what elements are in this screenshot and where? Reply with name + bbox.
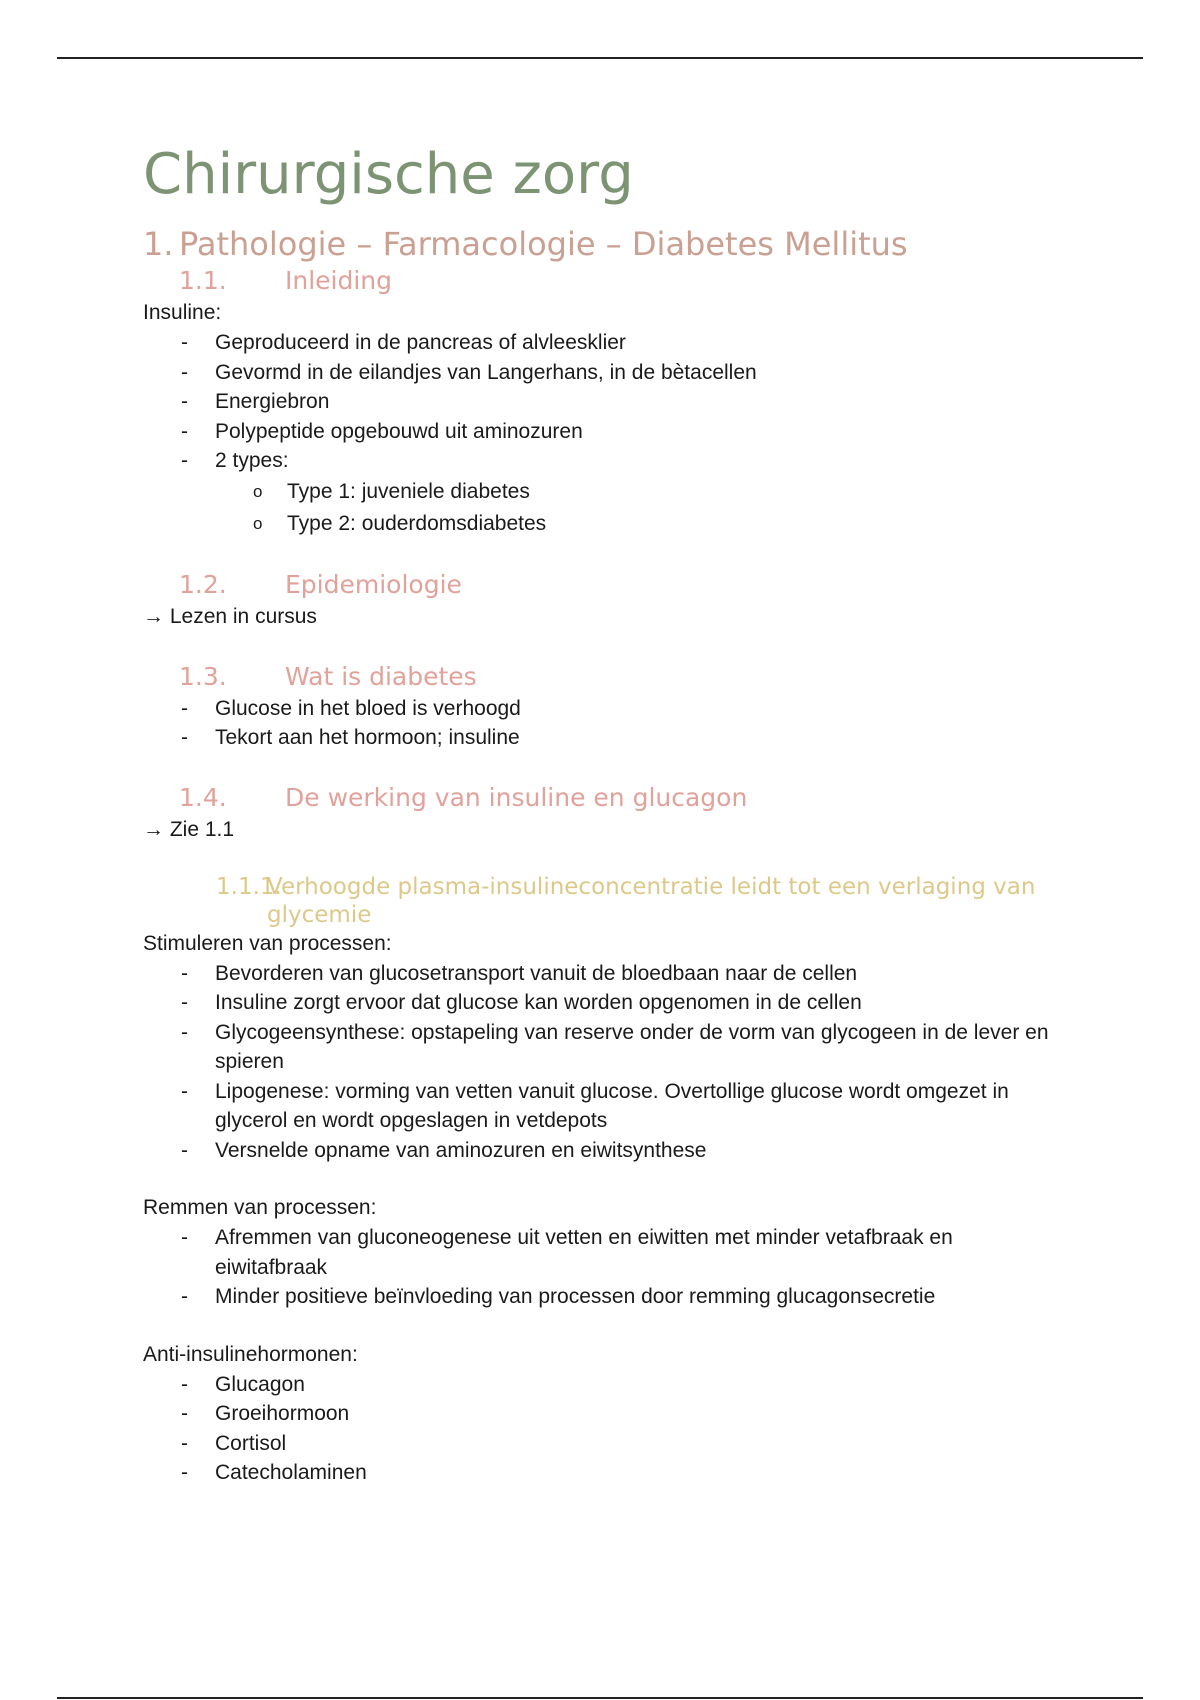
section-number: 1.4.: [179, 782, 227, 812]
chapter-number: 1.: [143, 225, 174, 263]
dash-marker: -: [181, 390, 188, 413]
types-sublist: [143, 476, 1063, 540]
dash-marker: -: [181, 331, 188, 354]
list-item-text: Catecholaminen: [215, 1461, 367, 1484]
sublist-item-text: Type 2: ouderdomsdiabetes: [287, 511, 547, 535]
diabetes-list: [143, 694, 1063, 753]
insuline-list: [143, 328, 1063, 476]
section-title: Wat is diabetes: [285, 661, 477, 691]
dash-marker: -: [181, 419, 188, 443]
anti-insuline-label: Anti-insulinehormonen:: [143, 1342, 358, 1366]
dash-marker: -: [181, 1020, 188, 1044]
list-item-text: Lipogenese: vorming van vetten vanuit glucose. Overtollige glucose wordt omgezet in glycerol en wordt opgeslagen in vetdepots: [215, 1079, 1009, 1132]
list-item-text: Cortisol: [215, 1431, 287, 1455]
list-item: [181, 417, 1063, 447]
list-item: [181, 1370, 1063, 1400]
list-item-text: Versnelde opname van aminozuren en eiwitsynthese: [215, 1138, 707, 1162]
document-title: Chirurgische zorg: [143, 142, 634, 207]
list-item: [181, 328, 1063, 358]
dash-marker: -: [181, 1138, 188, 1162]
section-heading-1-2: [143, 568, 1063, 602]
circle-bullet-icon: o: [253, 513, 263, 533]
dash-marker: -: [181, 1402, 188, 1425]
list-item: [181, 1458, 1063, 1488]
list-item-text: Glucagon: [215, 1372, 305, 1396]
stimuleren-label: Stimuleren van processen:: [143, 931, 392, 955]
list-item: [181, 358, 1063, 388]
top-rule: [57, 57, 1143, 59]
list-item-text: Energiebron: [215, 390, 330, 413]
list-item-text: Glucose in het bloed is verhoogd: [215, 696, 521, 720]
list-item-text: Minder positieve beïnvloeding van processen door remming glucagonsecretie: [215, 1285, 936, 1308]
werking-note: → Zie 1.1: [143, 817, 235, 841]
remmen-label: Remmen van processen:: [143, 1196, 377, 1219]
list-item: [181, 1223, 1063, 1282]
list-item: [181, 959, 1063, 989]
section-heading-1-3: [143, 660, 1063, 694]
section-number: 1.2.: [179, 569, 227, 599]
dash-marker: -: [181, 1431, 188, 1455]
bottom-rule: [57, 1697, 1143, 1699]
list-item-text: Groeihormoon: [215, 1402, 350, 1425]
circle-bullet-icon: o: [253, 481, 263, 501]
list-item: [181, 1399, 1063, 1429]
section-title: Epidemiologie: [285, 569, 462, 599]
list-item-text: Bevorderen van glucosetransport vanuit de bloedbaan naar de cellen: [215, 961, 858, 985]
list-item: [181, 694, 1063, 724]
subsection-title: Verhoogde plasma-insulineconcentratie leidt tot een verlaging van glycemie: [267, 873, 1036, 928]
dash-marker: -: [181, 1226, 188, 1249]
chapter-text: Pathologie – Farmacologie – Diabetes Mellitus: [179, 225, 908, 263]
section-number: 1.3.: [179, 661, 227, 691]
list-item: [181, 1429, 1063, 1459]
dash-marker: -: [181, 449, 188, 472]
sublist-item: [253, 508, 1063, 540]
dash-marker: -: [181, 696, 188, 720]
dash-marker: -: [181, 991, 188, 1014]
list-item: [181, 387, 1063, 417]
dash-marker: -: [181, 1461, 188, 1484]
dash-marker: -: [181, 961, 188, 985]
list-item-text: Polypeptide opgebouwd uit aminozuren: [215, 419, 583, 443]
list-item-text: Afremmen van gluconeogenese uit vetten en eiwitten met minder vetafbraak en eiwitafbraak: [215, 1226, 953, 1279]
section-heading-1-4: [143, 781, 1063, 815]
subsection-heading-1-1-1: [143, 873, 1063, 929]
dash-marker: -: [181, 726, 188, 749]
subsection-number: 1.1.1.: [216, 873, 282, 900]
dash-marker: -: [181, 1079, 188, 1103]
sublist-item: [253, 476, 1063, 508]
list-item: [181, 723, 1063, 753]
list-item: [181, 1077, 1063, 1136]
list-item: [181, 988, 1063, 1018]
section-heading-1-1: [143, 264, 1063, 298]
list-item-text: Insuline zorgt ervoor dat glucose kan worden opgenomen in de cellen: [215, 991, 862, 1014]
insuline-label: Insuline:: [143, 301, 222, 324]
section-title: Inleiding: [285, 266, 393, 295]
list-item-text: Gevormd in de eilandjes van Langerhans, in de bètacellen: [215, 360, 757, 384]
section-number: 1.1.: [179, 266, 227, 295]
list-item: [181, 1282, 1063, 1312]
document-page: [143, 140, 1063, 1488]
stimuleren-list: [143, 959, 1063, 1166]
list-item: [181, 446, 1063, 476]
anti-insuline-list: [143, 1370, 1063, 1488]
list-item: [181, 1018, 1063, 1077]
list-item-text: Glycogeensynthese: opstapeling van reserve onder de vorm van glycogeen in de lever en spieren: [215, 1020, 1049, 1073]
dash-marker: -: [181, 1372, 188, 1396]
epidemiologie-note: → Lezen in cursus: [143, 604, 317, 628]
list-item: [181, 1136, 1063, 1166]
chapter-heading: [143, 224, 1063, 264]
dash-marker: -: [181, 360, 188, 384]
list-item-text: 2 types:: [215, 449, 289, 472]
remmen-list: [143, 1223, 1063, 1312]
list-item-text: Geproduceerd in de pancreas of alvleesklier: [215, 331, 626, 354]
list-item-text: Tekort aan het hormoon; insuline: [215, 726, 520, 749]
sublist-item-text: Type 1: juveniele diabetes: [287, 479, 530, 503]
dash-marker: -: [181, 1285, 188, 1308]
section-title: De werking van insuline en glucagon: [285, 782, 748, 812]
